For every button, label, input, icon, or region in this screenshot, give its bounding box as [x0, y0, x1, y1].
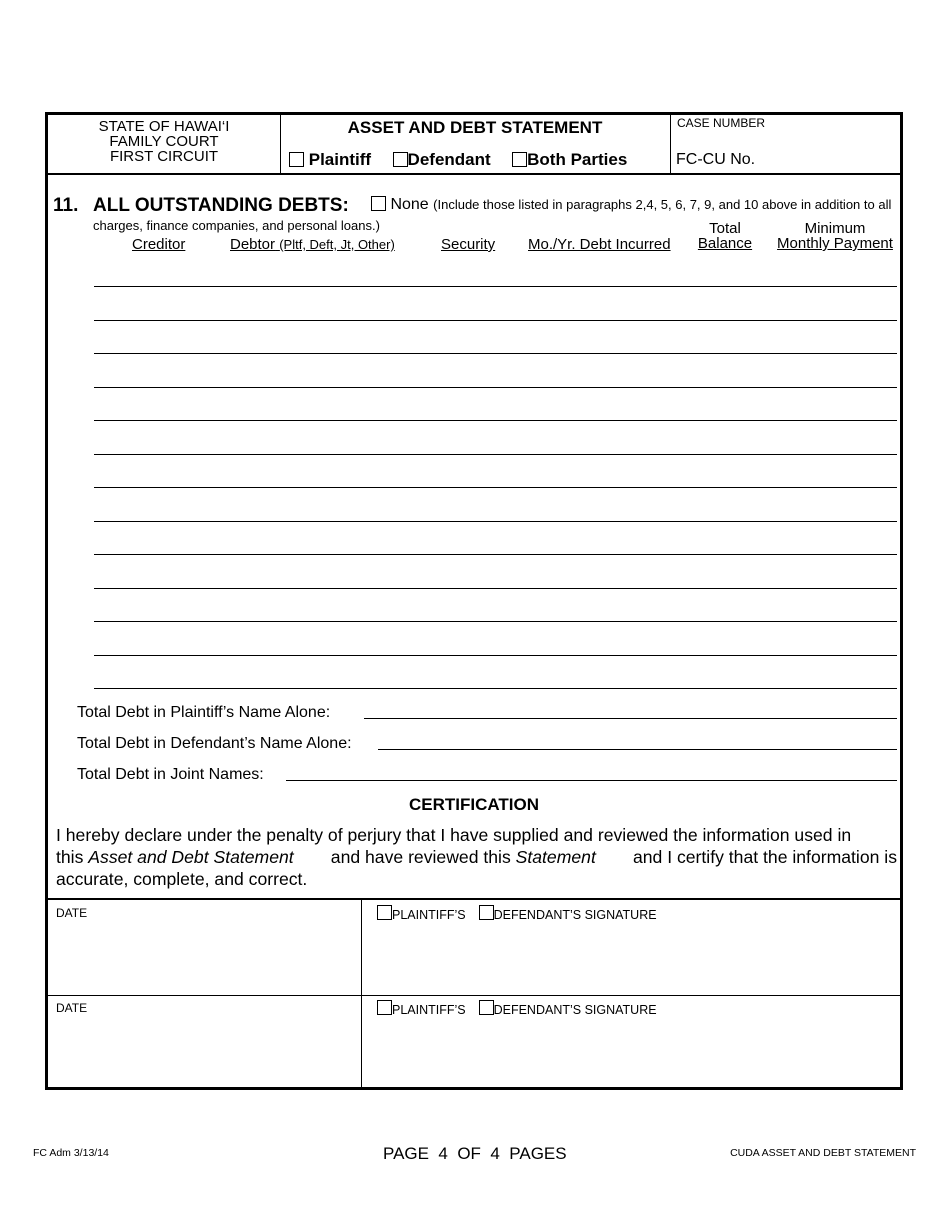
column-creditor: Creditor — [132, 236, 186, 253]
court-name: STATE OF HAWAI‘I FAMILY COURT FIRST CIRCUIT — [98, 118, 230, 165]
column-total-balance: Total Balance — [697, 220, 753, 252]
debt-entry-line[interactable] — [94, 621, 897, 622]
date-field[interactable] — [56, 1001, 356, 1085]
date-label: DATE — [56, 1001, 88, 1015]
debts-instruction-continued: charges, finance companies, and personal loans.) — [93, 218, 380, 233]
total-joint-field[interactable] — [286, 780, 897, 781]
plaintiff-signature-checkbox[interactable] — [377, 1000, 392, 1015]
none-label: None — [390, 196, 429, 213]
debt-entry-line[interactable] — [94, 420, 897, 421]
total-defendant-field[interactable] — [378, 749, 897, 750]
debt-entry-line[interactable] — [94, 655, 897, 656]
defendant-signature-checkbox[interactable] — [479, 1000, 494, 1015]
certification-text: I hereby declare under the penalty of perjury that I have supplied and reviewed the information used in this Asset and Debt Statement and have reviewed this Statement and I certify that the information is accurate, complete, and correct. — [56, 825, 897, 889]
column-debtor: Debtor (Pltf, Deft, Jt, Other) — [230, 236, 395, 253]
signature-divider — [361, 899, 362, 1087]
debt-entry-line[interactable] — [94, 554, 897, 555]
total-joint-label: Total Debt in Joint Names: — [77, 766, 264, 783]
footer-form-title: CUDA ASSET AND DEBT STATEMENT — [730, 1147, 916, 1159]
footer-form-id: FC Adm 3/13/14 — [33, 1147, 109, 1159]
defendant-label: Defendant — [407, 150, 491, 169]
total-plaintiff-field[interactable] — [364, 718, 897, 719]
debts-heading: ALL OUTSTANDING DEBTS: — [93, 195, 349, 216]
plaintiff-label: Plaintiff — [308, 150, 372, 169]
total-plaintiff-label: Total Debt in Plaintiff’s Name Alone: — [77, 704, 331, 721]
column-incurred: Mo./Yr. Debt Incurred — [528, 236, 671, 253]
header-divider — [280, 115, 281, 173]
signature-party-options: PLAINTIFF’S DEFENDANT’S SIGNATURE — [377, 1000, 657, 1017]
section-number: 11. — [53, 195, 79, 216]
total-defendant-label: Total Debt in Defendant’s Name Alone: — [77, 735, 352, 752]
form-title: ASSET AND DEBT STATEMENT — [347, 118, 603, 137]
certification-title: CERTIFICATION — [408, 795, 539, 814]
date-label: DATE — [56, 906, 88, 920]
none-option — [371, 196, 891, 214]
both-parties-label: Both Parties — [527, 150, 628, 169]
debt-entry-line[interactable] — [94, 688, 897, 689]
signature-party-options: PLAINTIFF’S DEFENDANT’S SIGNATURE — [377, 905, 657, 922]
debt-entry-line[interactable] — [94, 387, 897, 388]
debts-instruction: (Include those listed in paragraphs 2,4, 5, 6, 7, 9, and 10 above in addition to all — [433, 197, 892, 212]
debt-entry-line[interactable] — [94, 286, 897, 287]
defendant-signature-checkbox[interactable] — [479, 905, 494, 920]
signature-field[interactable] — [365, 930, 895, 992]
footer-page-number: PAGE 4 OF 4 PAGES — [383, 1144, 567, 1163]
debt-entry-line[interactable] — [94, 320, 897, 321]
case-number-label: CASE NUMBER — [677, 116, 766, 130]
column-minimum-payment: Minimum Monthly Payment — [777, 220, 893, 252]
header-bottom-rule — [48, 173, 900, 175]
debt-entry-line[interactable] — [94, 588, 897, 589]
none-checkbox[interactable] — [371, 196, 386, 211]
debt-entry-line[interactable] — [94, 454, 897, 455]
debt-entry-line[interactable] — [94, 521, 897, 522]
signature-row-divider — [48, 995, 900, 996]
signature-field[interactable] — [365, 1025, 895, 1085]
header-divider — [670, 115, 671, 173]
column-security: Security — [441, 236, 496, 253]
defendant-checkbox[interactable] — [393, 152, 408, 167]
party-options — [289, 150, 627, 170]
debt-entry-line[interactable] — [94, 487, 897, 488]
date-field[interactable] — [56, 906, 356, 992]
plaintiff-checkbox[interactable] — [289, 152, 304, 167]
both-parties-checkbox[interactable] — [512, 152, 527, 167]
signature-table-top — [48, 898, 900, 900]
debt-entry-line[interactable] — [94, 353, 897, 354]
plaintiff-signature-checkbox[interactable] — [377, 905, 392, 920]
case-number-prefix: FC-CU No. — [676, 151, 756, 168]
